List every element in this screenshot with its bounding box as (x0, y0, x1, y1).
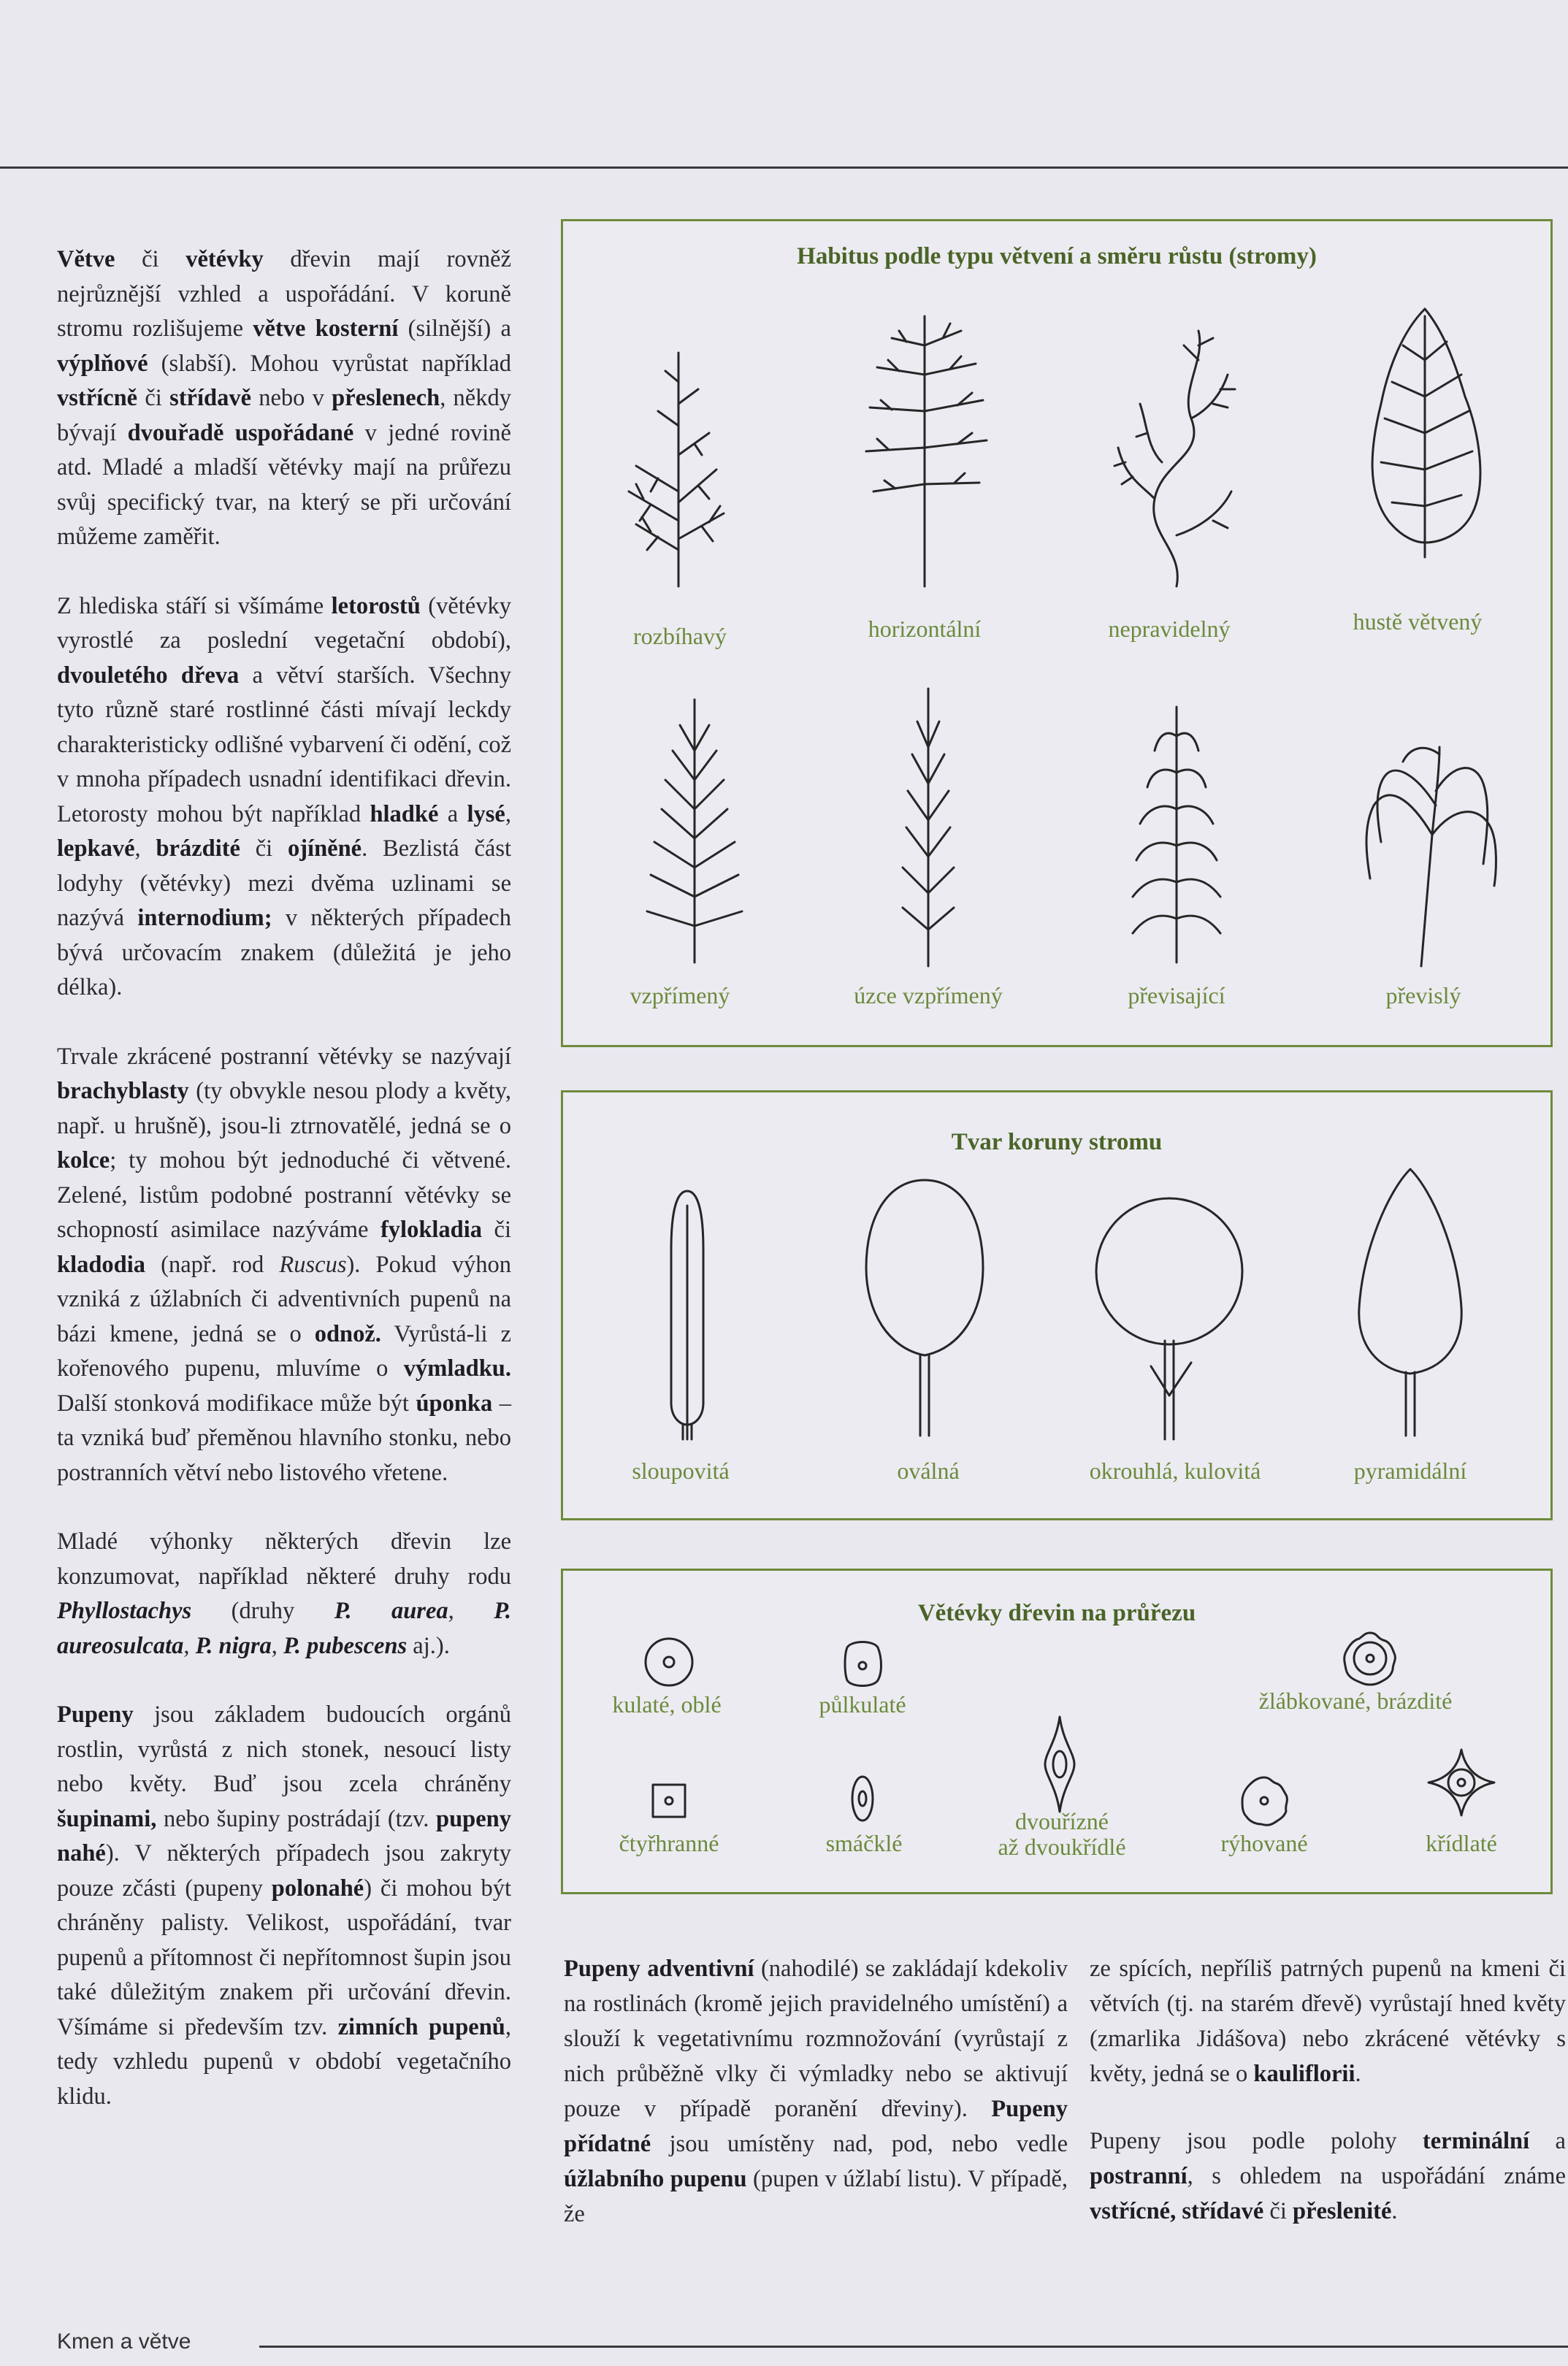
text-run: , tedy vzhledu pupenů v období vegetačního klidu. (57, 2013, 511, 2110)
tree-huste-vetveny-illustration (1352, 302, 1498, 564)
bold-term: lysé (467, 800, 505, 827)
bold-term: Pupeny adventivní (564, 1956, 754, 1982)
section-ctyrhranne-icon (647, 1779, 691, 1823)
text-run: (nahodilé) se zakládají kdekoliv na rostlinách (kromě jejich pravidelného umístění) a slouží k vegetativnímu rozmnožování (vyrůstají z nich průběžně vlky či výmladky nebo se aktivují pouze v případě poranění dřeviny). (564, 1956, 1068, 2122)
text-run: ). V některých případech jsou zakryty pouze zčásti (pupeny (57, 1840, 511, 1902)
tree-horizontalni-illustration (848, 309, 1001, 594)
text-run: , někdy bývají (57, 385, 511, 446)
text-run: Trvale zkrácené postranní větévky se nazývají (57, 1043, 511, 1070)
bold-term: vstřícné, střídavé (1090, 2198, 1264, 2224)
label-nepravidelny: nepravidelný (1108, 616, 1231, 642)
tree-uzce-vzprimeny-illustration (884, 681, 972, 973)
text-run: jsou základem budoucích orgánů rostlin, vyrůstá z nich stonek, nesoucí listy nebo květy. Buď jsou zcela chráněny (57, 1701, 511, 1797)
paragraph-branches (57, 242, 511, 555)
text-run: v některých případech bývá určovacím znakem (důležitá je jeho délka). (57, 905, 511, 1000)
section-dvourizne-icon (1038, 1713, 1082, 1815)
label-dvourizne: dvouřízné (1015, 1808, 1109, 1834)
text-run: aj.). (407, 1632, 450, 1659)
paragraph-brachyblasts (57, 1040, 511, 1491)
label-pulkulate: půlkulaté (819, 1691, 906, 1718)
bold-term: šupinami, (57, 1805, 157, 1832)
crown-title: Tvar koruny stromu (951, 1129, 1163, 1155)
text-run: (slabší). Mohou vyrůstat například (148, 350, 511, 377)
bold-term: úponka (416, 1390, 493, 1417)
label-previsly: převislý (1385, 982, 1461, 1008)
label-sloupovita: sloupovitá (632, 1458, 730, 1484)
section-kridlate-icon (1425, 1746, 1498, 1819)
bold-term: střídavě (169, 385, 251, 411)
section-pulkulate-icon (837, 1633, 888, 1691)
bold-term: P. nigra (195, 1632, 272, 1659)
label-kridlate: křídlaté (1426, 1830, 1497, 1856)
text-run: a (438, 800, 467, 827)
bold-term: pupeny nahé (57, 1805, 511, 1867)
text-run: ze spících, nepříliš patrných pupenů na kmeni či větvích (tj. na starém dřevě) vyrůstají hned květy (zmarlika Jidášova) nebo zkrácené větévky s květy, jedná se o (1090, 1956, 1566, 2087)
text-run: (silnější) a (398, 315, 511, 342)
label-kulate: kulaté, oblé (612, 1691, 722, 1718)
label-horizontalni: horizontální (868, 616, 982, 642)
text-run: Vyrůstá-li z kořenového pupenu, mluvíme o (57, 1320, 512, 1382)
label-smackle: smáčklé (825, 1830, 903, 1856)
bold-term: přeslenité (1293, 2198, 1392, 2224)
text-run: dřevin mají rovněž nejrůznější vzhled a uspořádání. V koruně stromu rozlišujeme (57, 246, 511, 342)
crown-ovalna-illustration (859, 1173, 990, 1443)
bold-term: větévky (186, 246, 264, 272)
paragraph-shoots (57, 1525, 511, 1664)
bold-term: zimních pupenů (337, 2013, 505, 2040)
bottom-column-1 (564, 1951, 1068, 2264)
habitus-box (561, 219, 1553, 1047)
text-run: ; ty mohou být jednoduché či větvené. Zelené, listům podobné postranní větévky se schopností asimilace nazýváme (57, 1147, 511, 1243)
text-run: či (115, 246, 186, 272)
bold-term: Pupeny přídatné (564, 2096, 1068, 2157)
label-okrouhla: okrouhlá, kulovitá (1089, 1458, 1261, 1484)
section-ryhovane-icon (1235, 1772, 1293, 1830)
bold-term: Pupeny (57, 1701, 134, 1728)
bottom-rule (259, 2346, 1568, 2348)
text-run: . (1391, 2198, 1398, 2224)
text-run: , (134, 835, 156, 862)
italic-term: Ruscus (279, 1251, 347, 1278)
text-run: či (240, 835, 288, 862)
text-run: nebo v (251, 385, 332, 411)
text-run: (ty obvykle nesou plody a květy, např. u hrušně), jsou-li ztrnovatělé, jedná se o (57, 1078, 511, 1139)
text-run: či (137, 385, 170, 411)
bold-term: hladké (370, 800, 439, 827)
label-rozbihavy: rozbíhavý (633, 623, 727, 649)
tree-previsajici-illustration (1114, 700, 1239, 970)
crown-box (561, 1090, 1553, 1520)
label-ovalna: oválná (897, 1458, 960, 1484)
bold-term: dvouřadě uspořádané (127, 419, 354, 446)
bold-term: P. pubescens (283, 1632, 408, 1659)
bottom-column-2 (1090, 1951, 1566, 2261)
text-run: nebo šupiny postrádají (tzv. (156, 1805, 437, 1832)
bold-term: postranní (1090, 2163, 1188, 2189)
bold-term: fylokladia (380, 1217, 483, 1243)
text-run: . Bezlistá část lodyhy (větévky) mezi dvěma uzlinami se nazývá (57, 835, 511, 931)
section-title: Větévky dřevin na průřezu (917, 1600, 1196, 1626)
label-huste-vetveny: hustě větvený (1353, 608, 1483, 635)
bold-term: polonahé (271, 1875, 364, 1902)
text-run: , s ohledem na uspořádání známe (1187, 2163, 1566, 2189)
bold-term: výmladku. (403, 1355, 511, 1382)
label-previsajici: převisající (1128, 982, 1225, 1008)
tree-previsly-illustration (1352, 732, 1505, 973)
tree-nepravidelny-illustration (1104, 316, 1250, 594)
habitus-title: Habitus podle typu větvení a směru růstu (stromy) (797, 243, 1317, 269)
text-run: , (505, 800, 511, 827)
bold-term: brázdité (156, 835, 240, 862)
bold-term: brachyblasty (57, 1078, 189, 1104)
text-run: Další stonková modifikace může být (57, 1390, 416, 1417)
text-run: ) či mohou být chráněny palisty. Velikost, uspořádání, tvar pupenů a přítomnost či nepřítomnost šupin jsou také důležitým znakem při určování dřevin. Všímáme si především tzv. (57, 1875, 511, 2040)
bold-term: letorostů (331, 592, 421, 619)
text-run: (větévky vyrostlé za poslední vegetační období), (57, 592, 511, 654)
label-vzprimeny: vzpřímený (630, 982, 730, 1008)
left-column-text (57, 242, 511, 2148)
crown-pyramidalni-illustration (1348, 1162, 1472, 1443)
label-ctyrhranne: čtyřhranné (619, 1830, 719, 1856)
paragraph-bud-position (1090, 2124, 1566, 2229)
bold-term: ojíněné (287, 835, 362, 862)
text-run: . (1355, 2061, 1361, 2087)
text-run: a (1529, 2128, 1566, 2154)
section-zlabkovane-icon (1337, 1626, 1403, 1691)
section-kulate-icon (640, 1633, 698, 1691)
bold-term: úžlabního pupenu (564, 2166, 747, 2192)
text-run: (např. rod (145, 1251, 280, 1278)
bold-term: P. aureosulcata (57, 1598, 511, 1659)
bold-term: výplňové (57, 350, 148, 377)
text-run: – ta vzniká buď přeměnou hlavního stonku, nebo postranních větví nebo listového vřetene. (57, 1390, 511, 1486)
bold-term: kladodia (57, 1251, 146, 1278)
paragraph-adventive-buds (564, 1951, 1068, 2232)
crown-okrouhla-illustration (1089, 1191, 1250, 1447)
bold-term: dvouletého dřeva (57, 662, 240, 689)
section-smackle-icon (844, 1769, 881, 1828)
text-run: , (448, 1598, 494, 1624)
text-run: , (183, 1632, 196, 1659)
text-run: (druhy (191, 1598, 334, 1624)
bold-term: P. aurea (334, 1598, 448, 1624)
bold-term: terminální (1422, 2128, 1530, 2154)
label-pyramidalni: pyramidální (1353, 1458, 1467, 1484)
text-run: Pupeny jsou podle polohy (1090, 2128, 1423, 2154)
bold-term: větve kosterní (253, 315, 399, 342)
text-run: jsou umístěny nad, pod, nebo vedle (651, 2131, 1068, 2157)
section-box (561, 1569, 1553, 1894)
text-run: či (1263, 2198, 1293, 2224)
bold-term: internodium; (137, 905, 272, 931)
bold-term: přeslenech (332, 385, 440, 411)
text-run: a větví starších. Všechny tyto různě staré rostlinné části mívají leckdy charakteristicky odlišné vybarvení či odění, což v mnoha případech usnadní identifikaci dřevin. Letorosty mohou být například (57, 662, 511, 827)
bold-term: Větve (57, 246, 115, 272)
bold-term: vstřícně (57, 385, 138, 411)
running-footer: Kmen a větve (57, 2329, 191, 2354)
text-run: (pupen v úžlabí listu). V případě, že (564, 2166, 1068, 2227)
bold-term: odnož. (314, 1320, 381, 1347)
bold-term: kauliflorii (1253, 2061, 1355, 2087)
label-az-dvoukridle: až dvoukřídlé (998, 1834, 1126, 1860)
paragraph-cauliflory (1090, 1951, 1566, 2091)
text-run: Mladé výhonky některých dřevin lze konzumovat, například některé druhy rodu (57, 1528, 511, 1590)
bold-term: kolce (57, 1147, 110, 1174)
top-rule (0, 166, 1568, 169)
label-zlabkovane: žlábkované, brázdité (1258, 1688, 1453, 1714)
tree-vzprimeny-illustration (625, 692, 764, 970)
text-run: či (482, 1217, 511, 1243)
text-run: v jedné rovině atd. Mladé a mladší větévky mají na průřezu svůj specifický tvar, na který se při určování můžeme zaměřit. (57, 419, 511, 550)
bold-term: lepkavé (57, 835, 135, 862)
paragraph-buds (57, 1698, 511, 2114)
text-run: ). Pokud výhon vzniká z úžlabních či adventivních pupenů na bázi kmene, jedná se o (57, 1251, 511, 1347)
crown-sloupovita-illustration (658, 1184, 716, 1447)
tree-rozbihavy-illustration (607, 345, 753, 594)
text-run: Z hlediska stáří si všímáme (57, 592, 332, 619)
paragraph-age (57, 589, 511, 1006)
label-ryhovane: rýhované (1220, 1830, 1308, 1856)
text-run: , (271, 1632, 284, 1659)
label-uzce-vzprimeny: úzce vzpřímený (854, 982, 1003, 1008)
bold-term: Phyllostachys (57, 1598, 192, 1624)
